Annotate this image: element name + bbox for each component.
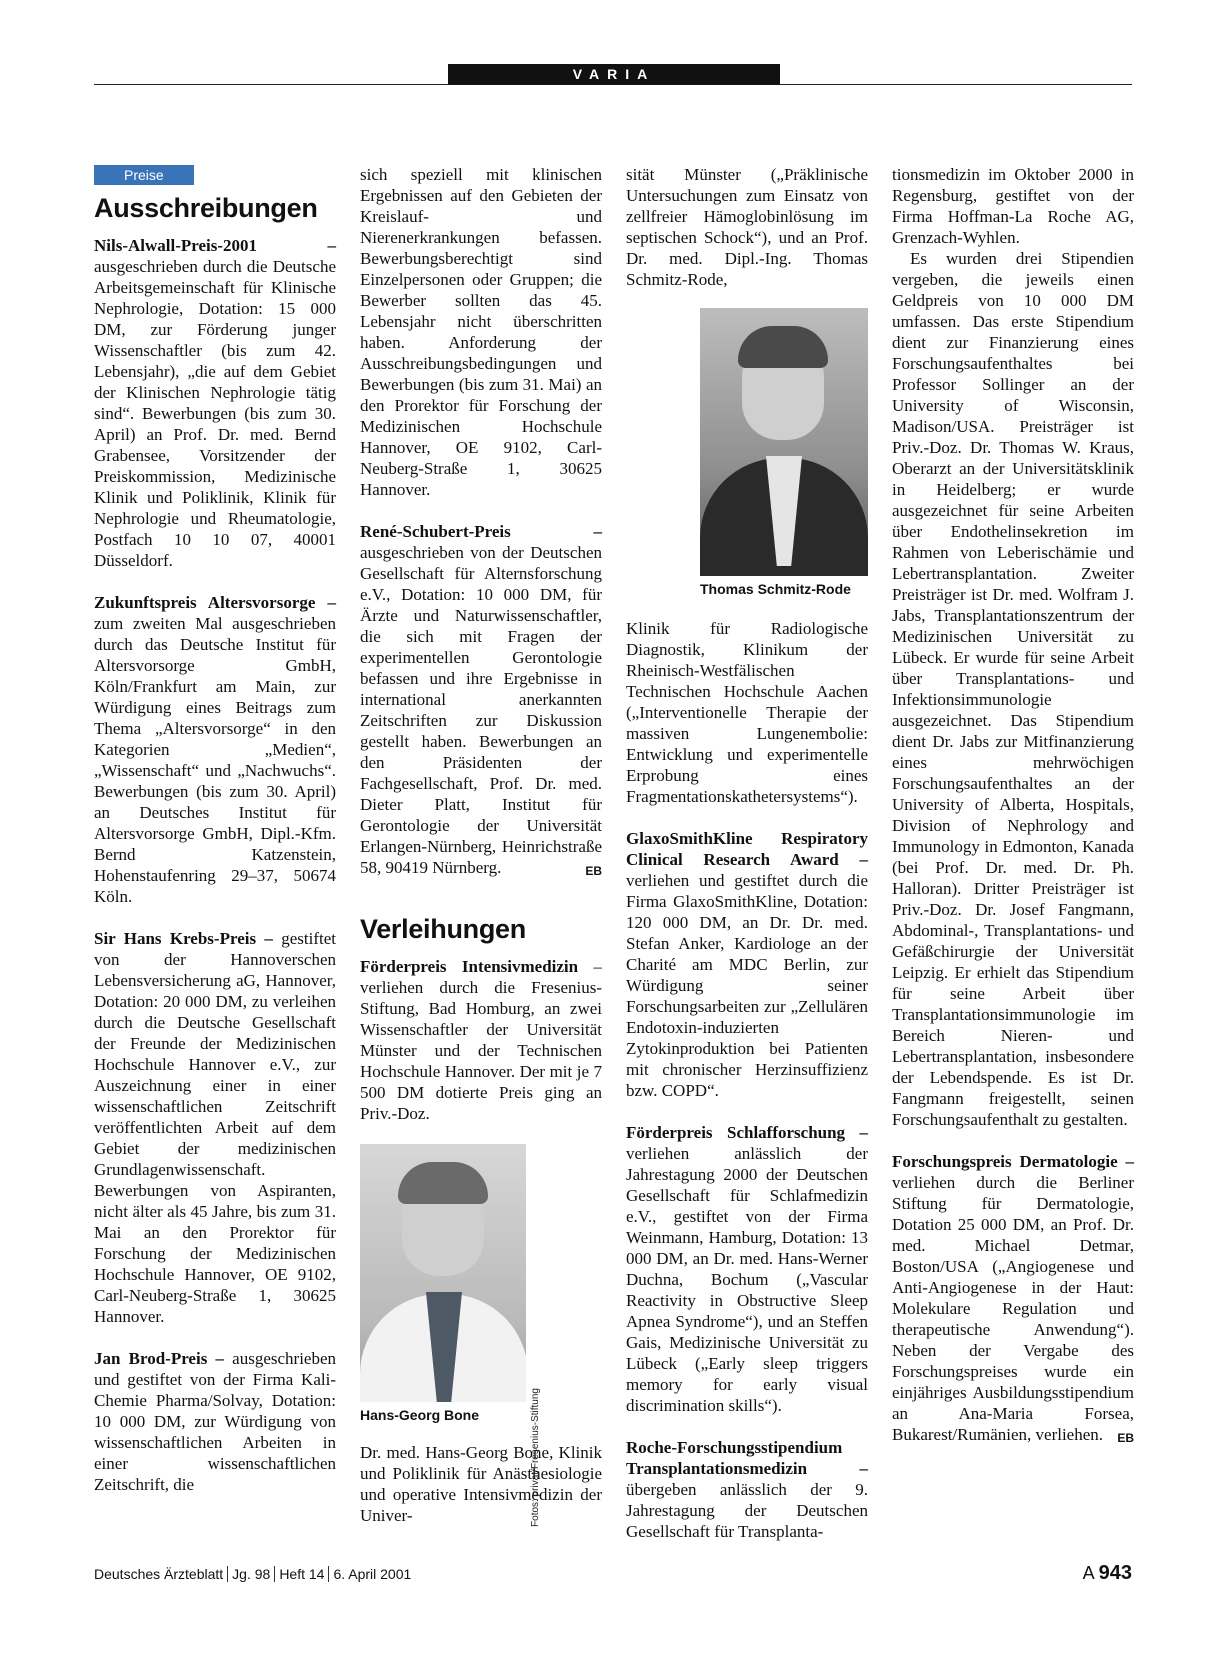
article-entry: [626, 1437, 868, 1542]
footer-citation: [94, 1566, 411, 1582]
journal-volume: Jg. 98: [232, 1566, 271, 1582]
continuation-text: Dr. med. Hans-Georg Bone, Klinik und Poliklinik für Anästhesiologie und operative Intensivmedizin der Univer-: [360, 1443, 602, 1525]
entry-title: Zukunftspreis Altersvorsorge –: [94, 593, 336, 612]
stipendien-paragraph: Es wurden drei Stipendien vergeben, die jeweils einen Geldpreis von 10 000 DM umfassen. Das erste Stipendium dient zur Finanzierung eines Forschungsaufenthaltes bei Professor Sollinger an der University of Wisconsin, Madison/USA. Preisträger ist Priv.-Doz. Dr. Thomas W. Kraus, Oberarzt an der Universitätsklinik in Heidelberg; er wurde ausgezeichnet für seine Arbeiten über Endothelinsekretion im Rahmen von Leberischämie und Lebertransplantation. Zweiter Preisträger ist Dr. med. Wolfram J. Jabs, Transplantationszentrum der Medizinischen Universität zu Lübeck. Er wurde für seine Arbeit über Transplantations- und Infektionsimmunologie ausgezeichnet. Das Stipendium dient Dr. Jabs zur Mitfinanzierung eines mehrwöchigen Forschungsaufenthaltes an der University of Alberta, Hospitals, Division of Nephrology and Immunology in Edmonton, Kanada (bei Prof. Dr. med. Dr. Ph. Halloran). Dritter Preisträger ist Priv.-Doz. Dr. Josef Fangmann, Abdominal-, Transplantations- und Gefäßchirurgie der Universität Leipzig. Er erhielt das Stipendium für seine Arbeit über Transplantationsimmunologie im Bereich Nieren- und Lebertransplantation, insbesondere der Lebendspende. Es ist Dr. Fangmann freigestellt, seinen Forschungsaufenthalt zu gestalten.: [892, 249, 1134, 1129]
entry-title: René-Schubert-Preis –: [360, 522, 602, 541]
column-4: [892, 164, 1134, 1466]
page-number: 943: [1098, 1562, 1132, 1584]
page-prefix: A: [1082, 1563, 1094, 1583]
entry-title: Sir Hans Krebs-Preis –: [94, 929, 273, 948]
column-2: [360, 164, 602, 1547]
entry-text: ausgeschrieben durch die Deutsche Arbeitsgemeinschaft für Klinische Nephrologie, Dotation: 15 000 DM, zur Förderung junger Wissenschaftler (bis zum 42. Lebensjahr), „die auf dem Gebiet der Klinischen Nephrologie tätig sind“. Bewerbungen (bis zum 30. April) an Prof. Dr. med. Bernd Grabensee, Vorsitzender der Preiskommission, Medizinische Klinik und Poliklinik, Klinik für Nephrologie und Rheumatologie, Postfach 10 10 07, 40001 Düsseldorf.: [94, 257, 336, 570]
continuation-text: sich speziell mit klinischen Ergebnissen auf den Gebieten der Kreislauf- und Nierenerkrankungen befassen. Bewerbungsberechtigt sind Einzelpersonen oder Gruppen; die Bewerber sollten das 45. Lebensjahr nicht überschritten haben. Anforderung der Ausschreibungsbedingungen und Bewerbungen (bis zum 31. Mai) an den Prorektor für Forschung der Medizinischen Hochschule Hannover, OE 9102, Carl-Neuberg-Straße 1, 30625 Hannover.: [360, 165, 602, 499]
entry-text: ausgeschrieben von der Deutschen Gesellschaft für Alternsforschung e.V., Dotation: 10 000 DM, für Ärzte und Naturwissenschaftler, die sich mit Fragen der experimentellen Gerontologie befassen und ihre Ergebnisse in international anerkannten Zeitschriften zur Diskussion gestellt haben. Bewerbungen an den Präsidenten der Fachgesellschaft, Prof. Dr. med. Dieter Platt, Institut für Gerontologie der Universität Erlangen-Nürnberg, Heinrichstraße 58, 90419 Nürnberg.: [360, 543, 602, 877]
article-entry: [626, 828, 868, 1101]
page-number-block: [1083, 1562, 1132, 1585]
portrait-photo-bone: [360, 1144, 526, 1402]
article-entry: [94, 235, 336, 571]
section-banner: VARIA: [448, 64, 780, 85]
article-entry: [94, 1348, 336, 1495]
category-tag: Preise: [94, 165, 194, 185]
article-entry: [626, 1122, 868, 1416]
continuation-text: sität Münster („Präklinische Untersuchungen zum Einsatz von zellfreier Hämoglobinlösung im septischen Schock“), und an Prof. Dr. med. Dipl.-Ing. Thomas Schmitz-Rode,: [626, 165, 868, 289]
column-1: [94, 164, 336, 1516]
footer-divider: [328, 1566, 329, 1582]
author-initials: EB: [585, 864, 602, 878]
continuation-text: tionsmedizin im Oktober 2000 in Regensburg, gestiftet von der Firma Hoffman-La Roche AG, Grenzach-Wyhlen.: [892, 165, 1134, 247]
photo-caption: Thomas Schmitz-Rode: [700, 581, 851, 597]
continuation-text: Klinik für Radiologische Diagnostik, Klinikum der Rheinisch-Westfälischen Technischen Hochschule Aachen („Interventionelle Therapie der massiven Lungenembolie: Entwicklung und experimentelle Erprobung eines Fragmentationskathetersystems“).: [626, 619, 868, 806]
author-initials: EB: [1117, 1431, 1134, 1445]
section-heading-verleihungen: Verleihungen: [360, 914, 526, 944]
entry-text: übergeben anlässlich der 9. Jahrestagung der Deutschen Gesellschaft für Transplanta-: [626, 1480, 868, 1541]
entry-title: Forschungspreis Dermatologie –: [892, 1152, 1134, 1171]
entry-text: gestiftet von der Hannoverschen Lebensversicherung aG, Hannover, Dotation: 20 000 DM, zu verleihen durch die Deutsche Gesellschaft der Freunde der Medizinischen Hochschule Hannover e.V., zur Auszeichnung einer in einer wissenschaftlichen Zeitschrift veröffentlichten Arbeit auf dem Gebiet der medizinischen Grundlagenwissenschaft. Bewerbungen von Aspiranten, nicht älter als 45 Jahre, bis zum 31. Mai an den Prorektor für Forschung der Medizinischen Hochschule Hannover, OE 9102, Carl-Neuberg-Straße 1, 30625 Hannover.: [94, 929, 336, 1326]
entry-text: ausgeschrieben und gestiftet von der Firma Kali-Chemie Pharma/Solvay, Dotation: 10 000 DM, zur Würdigung von wissenschaftlichen Arbeiten in einer wissenschaftlichen Zeitschrift, die: [94, 1349, 337, 1494]
entry-text: – verliehen durch die Fresenius-Stiftung, Bad Homburg, an zwei Wissenschaftler der Universität Münster und der Technischen Hochschule Hannover. Der mit je 7 500 DM dotierte Preis ging an Priv.-Doz.: [360, 957, 603, 1123]
page-footer: [94, 1562, 1132, 1586]
article-entry: [94, 592, 336, 907]
entry-text: verliehen und gestiftet durch die Firma GlaxoSmithKline, Dotation: 120 000 DM, an Dr. Dr. med. Stefan Anker, Kardiologe an der Charité am MDC Berlin, zur Würdigung seiner Forschungsarbeiten zur „Zellulären Endotoxin-induzierten Zytokinproduktion bei Patienten mit chronischer Herzinsuffizienz bzw. COPD“.: [626, 871, 868, 1100]
photo-caption: Hans-Georg Bone: [360, 1407, 480, 1423]
footer-divider: [227, 1566, 228, 1582]
photo-hair: [398, 1162, 488, 1204]
article-entry: [360, 956, 602, 1124]
column-3: [626, 164, 868, 1563]
entry-title: Roche-Forschungsstipendium Transplantationsmedizin –: [626, 1438, 868, 1478]
entry-text: verliehen durch die Berliner Stiftung für Dermatologie, Dotation 25 000 DM, an Prof. Dr. med. Michael Detmar, Boston/USA („Angiogenese und Anti-Angiogenese in der Haut: Molekulare Regulation und therapeutische Anwendung“). Neben der Vergabe des Forschungspreises wurde ein einjähriges Ausbildungsstipendium an Ana-Maria Forsea, Bukarest/Rumänien, verliehen.: [892, 1173, 1134, 1444]
footer-divider: [274, 1566, 275, 1582]
entry-title: Förderpreis Schlafforschung –: [626, 1123, 868, 1142]
article-entry: [360, 521, 602, 878]
entry-title: GlaxoSmithKline Respiratory Clinical Research Award –: [626, 829, 868, 869]
photo-credit: Fotos: privat/Fresenius-Stiftung: [530, 1388, 541, 1527]
portrait-photo-schmitz-rode: [700, 308, 868, 576]
entry-title: Jan Brod-Preis –: [94, 1349, 224, 1368]
article-entry: [892, 1151, 1134, 1445]
entry-text: verliehen anlässlich der Jahrestagung 2000 der Deutschen Gesellschaft für Schlafmedizin e.V., gestiftet von der Firma Weinmann, Hamburg, Dotation: 13 000 DM, an Dr. med. Hans-Werner Duchna, Bochum („Vascular Reactivity in Obstructive Sleep Apnea Syndrome“), und an Steffen Gais, Medizinische Universität zu Lübeck („Early sleep triggers memory for early visual discrimination skills“).: [626, 1144, 868, 1415]
journal-issue: Heft 14: [279, 1566, 325, 1582]
entry-text: zum zweiten Mal ausgeschrieben durch das Deutsche Institut für Altersvorsorge GmbH, Köln/Frankfurt am Main, zur Würdigung eines Beitrags zum Thema „Altersvorsorge“ in den Kategorien „Medien“, „Wissenschaft“ und „Nachwuchs“. Bewerbungen (bis zum 30. April) an Deutsches Institut für Altersvorsorge GmbH, Dipl.-Kfm. Bernd Katzenstein, Hohenstaufenring 29–37, 50674 Köln.: [94, 614, 336, 906]
photo-hair: [738, 326, 828, 368]
journal-name: Deutsches Ärzteblatt: [94, 1566, 224, 1582]
photo-block-schmitz-rode: [700, 308, 868, 598]
section-heading-ausschreibungen: Ausschreibungen: [94, 193, 318, 223]
journal-date: 6. April 2001: [333, 1566, 412, 1582]
article-entry: [94, 928, 336, 1327]
entry-title: Förderpreis Intensivmedizin: [360, 957, 579, 976]
entry-title: Nils-Alwall-Preis-2001 –: [94, 236, 336, 255]
